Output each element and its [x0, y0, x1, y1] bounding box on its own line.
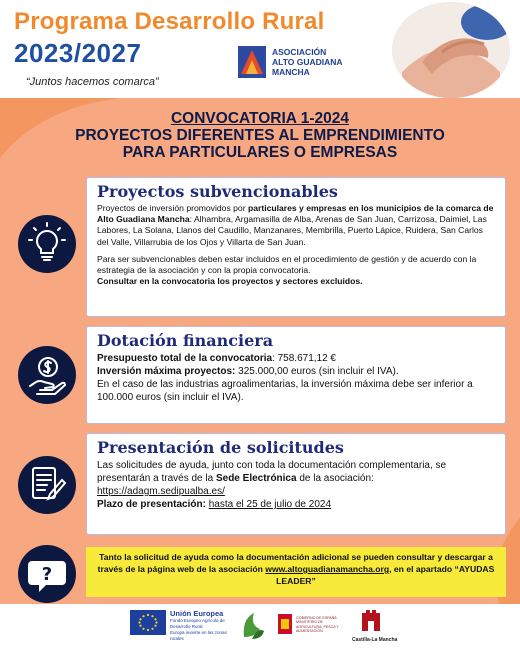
excluded-note: Consultar en la convocatoria los proyectos y sectores excluidos.	[97, 276, 363, 287]
svg-text:?: ?	[41, 564, 53, 585]
association-logo-icon	[238, 46, 266, 78]
eligibility-text: Para ser subvencionables deben estar incluidos en el procedimiento de gestión y de acuerdo con la estrategia de la asociación y con la propia convocatoria.	[97, 253, 477, 276]
website-link[interactable]: www.altoguadianamancha.org	[265, 564, 390, 574]
section-heading: Presentación de solicitudes	[97, 438, 344, 457]
leader-logo-icon	[238, 609, 268, 643]
subsidizable-projects-card	[86, 177, 506, 317]
castilla-la-mancha-logo-icon	[360, 609, 382, 635]
projects-description: Proyectos de inversión promovidos por particulares y empresas en los municipios de la comarca de Alto Guadiana Mancha: Alhambra, Argamasilla de Alba, Arenas de San Juan, Carrizosa, Daimiel, Las Labores, La Solana, Llanos del Caudillo, Manzanares, Membrilla, Puerto Lápice, Ruidera, San Carlos del Valle, Villarrubia de los Ojos y Villarta de San Juan.	[97, 203, 494, 247]
financial-allocation-card	[86, 326, 506, 424]
deadline: Plazo de presentación: hasta el 25 de julio de 2024	[97, 499, 332, 510]
total-budget: Presupuesto total de la convocatoria: 758.671,12 €	[97, 353, 336, 364]
eu-flag-icon	[130, 610, 166, 635]
lightbulb-icon	[18, 215, 76, 273]
submission-text: Las solicitudes de ayuda, junto con toda la documentación complementaria, se presentarán a través de la Sede Electrónica de la asociación: https://adagm.sedipualba.es/	[97, 460, 447, 497]
ministry-text: GOBIERNO DE ESPAÑA · MINISTERIO DE AGRICULTURA, PESCA Y ALIMENTACIÓN	[296, 616, 339, 634]
sede-link[interactable]: https://adagm.sedipualba.es/	[97, 486, 225, 497]
agro-industry-note: En el caso de las industrias agroalimentarias, la inversión máxima debe ser inferior a 100.000 euros (sin incluir el IVA).	[97, 379, 473, 403]
section-heading: Dotación financiera	[97, 331, 274, 350]
call-title: CONVOCATORIA 1-2024 PROYECTOS DIFERENTES AL EMPRENDIMIENTO PARA PARTICULARES O EMPRESAS	[75, 110, 445, 161]
program-years: 2023/2027	[14, 38, 142, 68]
question-bubble-icon	[18, 545, 76, 603]
website-note: Tanto la solicitud de ayuda como la documentación adicional se pueden consultar y descargar a través de la página web de la asociación www.altoguadianamancha.org, en el apartado “AYUDAS LEADER”	[86, 547, 506, 597]
money-hand-icon	[18, 346, 76, 404]
program-title: Programa Desarrollo Rural	[14, 8, 325, 35]
max-investment: Inversión máxima proyectos: 325.000,00 euros (sin incluir el IVA).	[97, 366, 399, 377]
castilla-la-mancha-label: Castilla-La Mancha	[352, 637, 398, 643]
slogan: “Juntos hacemos comarca”	[26, 76, 159, 88]
application-submission-card	[86, 433, 506, 535]
section-heading: Proyectos subvencionables	[97, 182, 338, 201]
association-name: ASOCIACIÓN ALTO GUADIANA MANCHA	[272, 47, 343, 77]
eu-fund-text: Unión Europea Fondo Europeo Agrícola de Desarrollo Rural Europa invierte en las zonas rurales	[170, 609, 227, 641]
document-pen-icon	[18, 456, 76, 514]
hands-photo	[392, 2, 510, 98]
